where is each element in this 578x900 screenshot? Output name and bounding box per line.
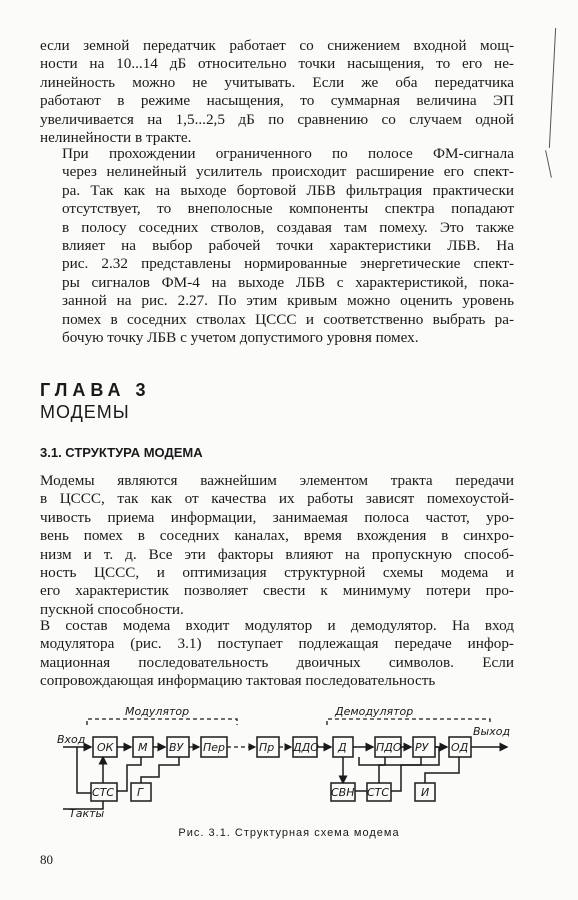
margin-pen-mark — [545, 150, 552, 178]
svg-text:СТС: СТС — [92, 786, 115, 799]
text-line: если земной передатчик работает со снижением входной мощ- — [40, 37, 514, 54]
svg-text:И: И — [421, 786, 430, 799]
page-number: 80 — [40, 852, 53, 867]
text-line: бочую точку ЛБВ с учетом допустимого уровня помех. — [62, 329, 419, 347]
block-ddo — [292, 737, 319, 757]
text-line: отсутствует, то внеполосные компоненты спектра попадают — [62, 200, 514, 218]
text-line: сопровождающая информацию тактовая последовательность — [40, 672, 436, 690]
text-line: в ЦССС, так как от качества их работы зависят помехоустой- — [40, 490, 514, 508]
text-line: мационная последовательность двоичных символов. Если — [40, 653, 514, 671]
block-pr — [257, 737, 279, 757]
svg-text:ОД: ОД — [451, 741, 469, 754]
chapter-label: ГЛАВА 3 — [40, 380, 151, 400]
modulator-label: Модулятор — [125, 705, 190, 718]
text-line: его характеристик позволяет свести к минимуму потери про- — [40, 582, 514, 600]
paragraph-2 — [40, 145, 514, 347]
block-stc-modulator — [91, 783, 117, 801]
modem-block-diagram — [55, 705, 525, 823]
svg-text:ОК: ОК — [97, 741, 114, 754]
paragraph-4 — [40, 617, 514, 691]
text-line: увеличивается на 1,5...2,5 дБ по сравнению со случаем одной — [40, 110, 514, 128]
text-line: Модемы являются важнейшим элементом тракта передачи — [40, 472, 514, 489]
text-line: ность ЦССС, и оптимизация структурной схемы модема и — [40, 564, 514, 582]
paragraph-3 — [40, 472, 514, 619]
text-line: ра. Так как на выходе бортовой ЛБВ фильтрация практически — [62, 181, 514, 199]
block-m — [133, 737, 153, 757]
block-i — [415, 783, 435, 801]
text-line: ры сигналов ФМ-4 на выходе ЛБВ с характеристикой, пока- — [62, 273, 514, 291]
svg-text:Г: Г — [137, 786, 144, 799]
demodulator-label: Демодулятор — [335, 705, 414, 718]
text-line: помех в соседних стволах ЦССС и соответственно выбрать ра- — [62, 310, 514, 328]
text-line: занной на рис. 2.27. По этим кривым можно оценить уровень — [62, 292, 514, 310]
svg-text:СВН: СВН — [331, 786, 355, 799]
text-line: вень помех в соседних каналах, время вхождения в синхро- — [40, 527, 514, 545]
block-pdo — [375, 737, 402, 757]
text-line: в полосу соседних стволов, создавая там помеху. Это также — [62, 218, 514, 236]
block-svn — [331, 783, 355, 801]
figure-caption: Рис. 3.1. Структурная схема модема — [178, 827, 400, 839]
text-line: чивость приема информации, занимаемая полоса частот, уро- — [40, 508, 514, 526]
input-label: Вход — [57, 733, 86, 746]
section-title: 3.1. СТРУКТУРА МОДЕМА — [40, 445, 203, 460]
block-ru — [413, 737, 435, 757]
modulator-bracket — [87, 719, 237, 725]
paragraph-1 — [40, 37, 514, 147]
demodulator-bracket — [327, 719, 490, 725]
output-label: Выход — [473, 725, 511, 738]
svg-text:М: М — [138, 741, 148, 754]
text-line: В состав модема входит модулятор и демодулятор. На вход — [40, 617, 514, 634]
text-line: При прохождении ограниченного по полосе ФМ-сигнала — [62, 145, 514, 162]
text-line: пускной способности. — [40, 600, 184, 618]
text-line: линейность можно не учитывать. Если же оба передатчика — [40, 73, 514, 91]
text-line: нелинейности в тракте. — [40, 129, 192, 147]
text-line: рис. 2.32 представлены нормированные энергетические спект- — [62, 255, 514, 273]
block-g — [131, 783, 151, 801]
svg-text:Д: Д — [338, 741, 347, 754]
clock-label: Такты — [69, 807, 105, 820]
svg-text:СТС: СТС — [367, 786, 390, 799]
block-stc-demodulator — [367, 783, 391, 801]
margin-pen-mark — [549, 28, 556, 148]
svg-text:ВУ: ВУ — [169, 741, 184, 754]
block-ok — [93, 737, 117, 757]
block-d — [333, 737, 353, 757]
text-line: через нелинейный усилитель происходит расширение его спект- — [62, 163, 514, 181]
svg-text:РУ: РУ — [415, 741, 429, 754]
svg-text:Пр: Пр — [259, 741, 275, 754]
text-line: модулятора (рис. 3.1) поступает подлежащая передаче инфор- — [40, 635, 514, 653]
text-line: работают в режиме насыщения, то суммарная величина ЭП — [40, 92, 514, 110]
block-per — [201, 737, 227, 757]
svg-text:ПДО: ПДО — [376, 741, 402, 754]
chapter-title: МОДЕМЫ — [40, 402, 130, 422]
block-vu — [167, 737, 189, 757]
text-line: влияет на выбор рабочей точки характеристики ЛБВ. На — [62, 237, 514, 255]
text-line: низм и т. д. Все эти факторы влияют на пропускную способ- — [40, 545, 514, 563]
svg-text:Пер: Пер — [203, 741, 226, 754]
svg-text:ДДО: ДДО — [293, 741, 319, 754]
text-line: ности на 10...14 дБ относительно точки насыщения, то его не- — [40, 55, 514, 73]
block-od — [449, 737, 471, 757]
